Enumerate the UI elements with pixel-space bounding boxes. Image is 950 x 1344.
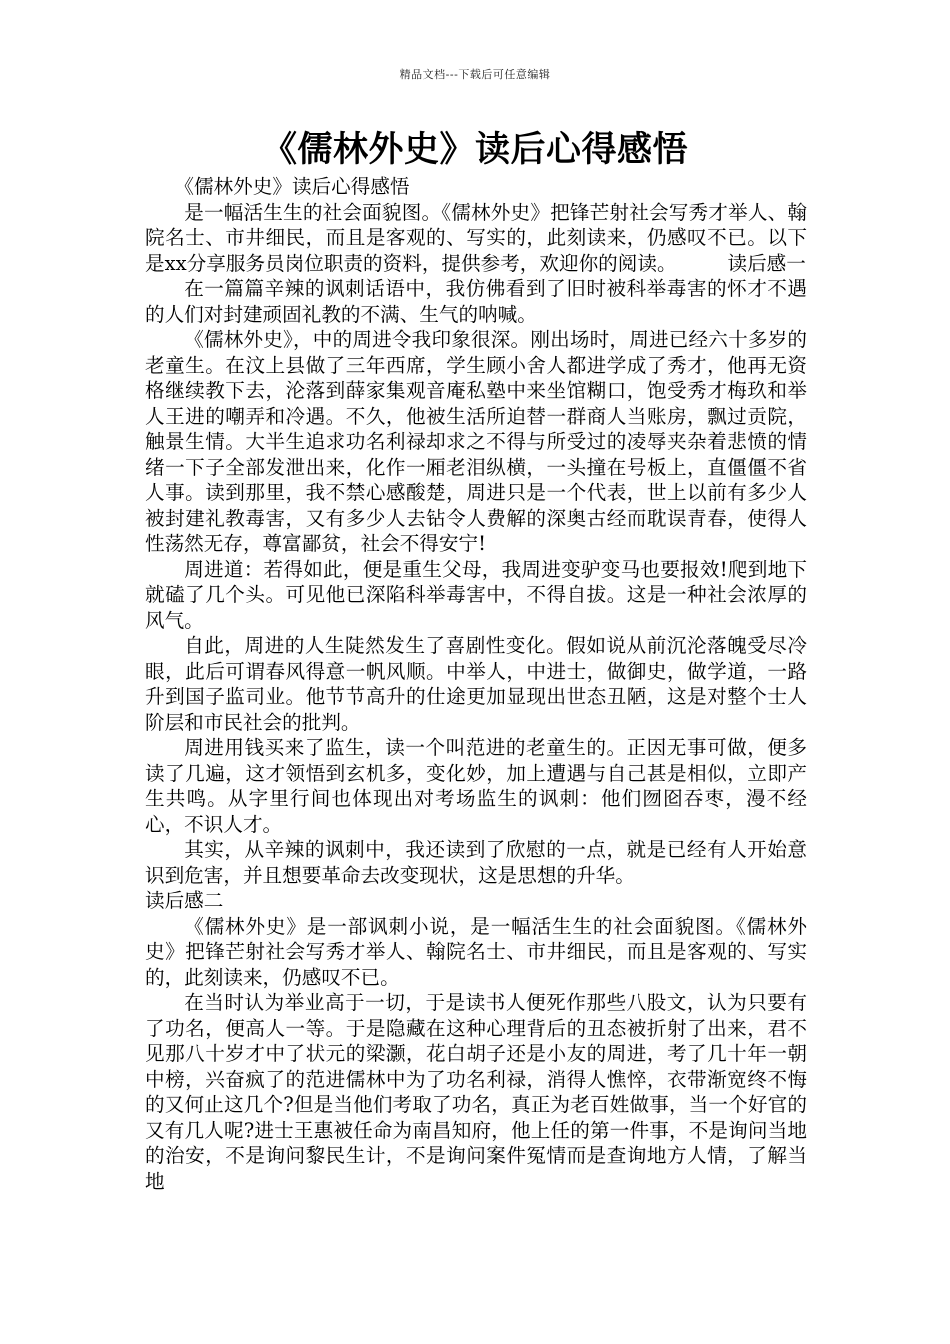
intro-paragraph (145, 200, 807, 277)
paragraph: 在当时认为举业高于一切，于是读书人便死作那些八股文，认为只要有了功名，便高人一等。于是隐藏在这种心理背后的丑态被折射了出来，君不见那八十岁才中了状元的梁灏，花白胡子还是小友的周进，考了几十年一朝中榜，兴奋疯了的范进儒林中为了功名利禄，消得人憔悴，衣带渐宽终不悔的又何止这几个?但是当他们考取了功名，真正为老百姓做事，当一个好官的又有几人呢?进士王惠被任命为南昌知府，他上任的第一件事，不是询问当地的治安，不是询问黎民生计，不是询问案件冤情而是查询地方人情，了解当地 (145, 991, 807, 1193)
paragraph: 《儒林外史》是一部讽刺小说，是一幅活生生的社会面貌图。《儒林外史》把锋芒射社会写秀才举人、翰院名士、市井细民，而且是客观的、写实的，此刻读来，仍感叹不已。 (145, 914, 807, 989)
paragraph: 周进用钱买来了监生，读一个叫范进的老童生的。正因无事可做，便多读了几遍，这才领悟到玄机多，变化妙，加上遭遇与自己甚是相似，立即产生共鸣。从字里行间也体现出对考场监生的讽刺：他们囫囵吞枣，漫不经心，不识人才。 (145, 736, 807, 836)
intro-text: 是一幅活生生的社会面貌图。《儒林外史》把锋芒射社会写秀才举人、翰院名士、市井细民，而且是客观的、写实的，此刻读来，仍感叹不已。以下是xx分享服务员岗位职责的资料，提供参考，欢迎你的阅读。 (145, 200, 807, 275)
paragraph: 在一篇篇辛辣的讽刺话语中，我仿佛看到了旧时被科举毒害的怀才不遇的人们对封建顽固礼教的不满、生气的呐喊。 (145, 277, 807, 326)
paragraph: 自此，周进的人生陡然发生了喜剧性变化。假如说从前沉沦落魄受尽冷眼，此后可谓春风得意一帆风顺。中举人，中进士，做御史，做学道，一路升到国子监司业。他节节高升的仕途更加显现出世态丑陋，这是对整个士人阶层和市民社会的批判。 (145, 634, 807, 734)
document-body (145, 174, 807, 1194)
document-subtitle: 《儒林外史》读后心得感悟 (174, 175, 410, 198)
page-header-watermark: 精品文档---下载后可任意编辑 (399, 68, 551, 81)
document-title: 《儒林外史》读后心得感悟 (261, 130, 688, 170)
section-heading-2: 读后感二 (145, 889, 224, 912)
paragraph: 其实，从辛辣的讽刺中，我还读到了欣慰的一点，就是已经有人开始意识到危害，并且想要革命去改变现状，这是思想的升华。 (145, 838, 807, 887)
paragraph: 周进道：若得如此，便是重生父母，我周进变驴变马也要报效!爬到地下就磕了几个头。可见他已深陷科举毒害中，不得自拔。这是一种社会浓厚的风气。 (145, 557, 807, 632)
section-heading-1: 读后感一 (727, 251, 806, 275)
paragraph: 《儒林外史》，中的周进令我印象很深。刚出场时，周进已经六十多岁的老童生。在汶上县做了三年西席，学生顾小舍人都进学成了秀才，他再无资格继续教下去，沦落到薛家集观音庵私塾中来坐馆糊口，饱受秀才梅玖和举人王进的嘲弄和冷遇。不久，他被生活所迫替一群商人当账房，飘过贡院，触景生情。大半生追求功名利禄却求之不得与所受过的凌辱夹杂着悲愤的情绪一下子全部发泄出来，化作一厢老泪纵横，一头撞在号板上，直僵僵不省人事。读到那里，我不禁心感酸楚，周进只是一个代表，世上以前有多少人被封建礼教毒害，又有多少人去钻令人费解的深奥古经而耽误青春，使得人性荡然无存，尊富鄙贫，社会不得安宁! (145, 328, 807, 555)
